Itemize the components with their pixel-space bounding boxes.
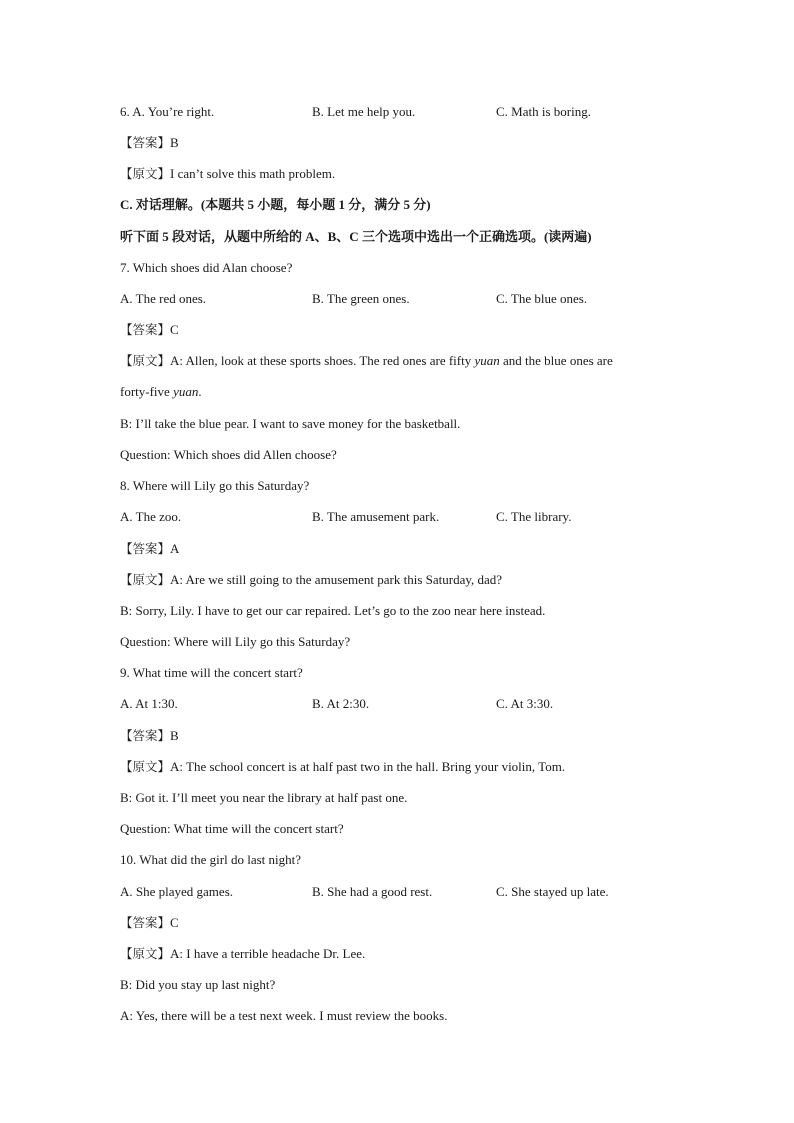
q6-transcript: [120, 166, 335, 182]
q9-transcript-line: B: Got it. I’ll meet you near the library at half past one.: [120, 790, 408, 805]
answer-tag: 【答案】: [120, 728, 171, 743]
q9-question: 9. What time will the concert start?: [120, 665, 303, 680]
q8-answer: [120, 541, 179, 557]
transcript-text: A: Are we still going to the amusement park this Saturday, dad?: [170, 572, 503, 587]
q10-option-a: A. She played games.: [120, 884, 234, 899]
transcript-text: A: The school concert is at half past two in the hall. Bring your violin, Tom.: [170, 759, 566, 774]
answer-value: C: [170, 915, 179, 930]
q7-transcript-question: Question: Which shoes did Allen choose?: [120, 447, 337, 462]
q10-answer: [120, 915, 179, 931]
transcript-tag: 【原文】: [120, 353, 171, 368]
q8-transcript-question: Question: Where will Lily go this Saturday?: [120, 634, 351, 649]
transcript-tag: 【原文】: [120, 572, 171, 587]
answer-value: C: [170, 322, 179, 337]
transcript-tag: 【原文】: [120, 946, 171, 961]
answer-value: A: [170, 541, 180, 556]
q6-option-a: 6. A. You’re right.: [120, 104, 215, 119]
q10-option-c: C. She stayed up late.: [496, 884, 609, 899]
currency-word: yuan: [173, 384, 199, 399]
transcript-tag: 【原文】: [120, 759, 171, 774]
transcript-text: A: Allen, look at these sports shoes. The red ones are fifty: [170, 353, 475, 368]
q8-question: 8. Where will Lily go this Saturday?: [120, 478, 310, 493]
transcript-text: forty-five: [120, 384, 174, 399]
transcript-text: A: I have a terrible headache Dr. Lee.: [170, 946, 366, 961]
q7-transcript-line: [120, 353, 613, 369]
q6-option-c: C. Math is boring.: [496, 104, 591, 119]
q8-transcript-line: [120, 572, 502, 588]
answer-value: B: [170, 135, 179, 150]
q8-option-c: C. The library.: [496, 509, 572, 524]
q9-option-a: A. At 1:30.: [120, 696, 178, 711]
q10-transcript-line: B: Did you stay up last night?: [120, 977, 276, 992]
q10-question: 10. What did the girl do last night?: [120, 852, 302, 867]
q9-option-c: C. At 3:30.: [496, 696, 554, 711]
answer-tag: 【答案】: [120, 322, 171, 337]
q8-transcript-line: B: Sorry, Lily. I have to get our car repaired. Let’s go to the zoo near here instead.: [120, 603, 546, 618]
answer-value: B: [170, 728, 179, 743]
transcript-text: .: [198, 384, 202, 399]
answer-tag: 【答案】: [120, 915, 171, 930]
q7-question: 7. Which shoes did Alan choose?: [120, 260, 293, 275]
q7-transcript-line: B: I’ll take the blue pear. I want to save money for the basketball.: [120, 416, 461, 431]
q7-option-c: C. The blue ones.: [496, 291, 588, 306]
transcript-text: I can’t solve this math problem.: [170, 166, 336, 181]
transcript-tag: 【原文】: [120, 166, 171, 181]
q7-transcript-line: [120, 384, 202, 400]
q7-option-a: A. The red ones.: [120, 291, 207, 306]
q6-option-b: B. Let me help you.: [312, 104, 416, 119]
q7-answer: [120, 322, 179, 338]
q10-transcript-line: [120, 946, 365, 962]
q9-answer: [120, 728, 179, 744]
q9-transcript-line: [120, 759, 565, 775]
q8-option-b: B. The amusement park.: [312, 509, 440, 524]
q10-option-b: B. She had a good rest.: [312, 884, 433, 899]
transcript-text: and the blue ones are: [499, 353, 613, 368]
section-heading: C. 对话理解。(本题共 5 小题，每小题 1 分，满分 5 分): [120, 197, 431, 212]
q9-transcript-question: Question: What time will the concert start?: [120, 821, 344, 836]
q9-option-b: B. At 2:30.: [312, 696, 370, 711]
q6-answer: [120, 135, 179, 151]
answer-tag: 【答案】: [120, 541, 171, 556]
currency-word: yuan: [474, 353, 500, 368]
q8-option-a: A. The zoo.: [120, 509, 182, 524]
q7-option-b: B. The green ones.: [312, 291, 410, 306]
q10-transcript-line: A: Yes, there will be a test next week. I must review the books.: [120, 1008, 448, 1023]
section-instruction: 听下面 5 段对话，从题中所给的 A、B、C 三个选项中选出一个正确选项。(读两遍): [120, 229, 592, 244]
answer-tag: 【答案】: [120, 135, 171, 150]
